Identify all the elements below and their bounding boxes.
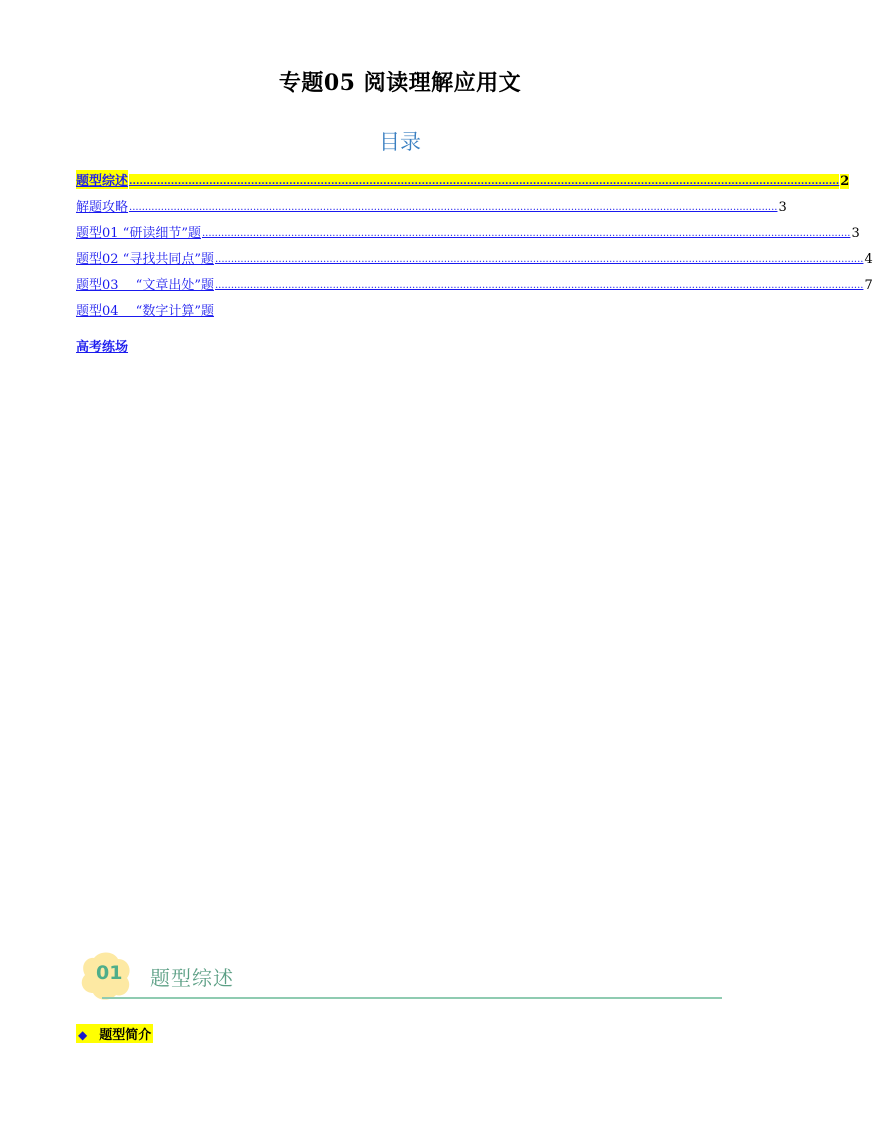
toc-item-label[interactable]: 题型综述: [76, 170, 128, 189]
toc-item-type01[interactable]: [76, 215, 860, 241]
toc-leader-dots: ............................................................................................................................................................................................................: [129, 176, 840, 187]
table-of-contents: [76, 163, 873, 319]
toc-item-type03[interactable]: [76, 267, 873, 293]
subsection-heading: [76, 1024, 153, 1043]
toc-item-label[interactable]: 题型03 “文章出处”题: [76, 278, 214, 293]
toc-item-type04[interactable]: [76, 293, 631, 319]
toc-item-label[interactable]: 题型04 “数字计算”题: [76, 304, 214, 319]
toc-leader-dots: ............................................................................................................................................................................................................: [214, 254, 864, 265]
section-number: 01: [96, 962, 123, 984]
toc-item-label[interactable]: 题型01 “研读细节”题: [76, 226, 201, 241]
toc-leader-dots: ............................................................................................................................................................................................................: [201, 228, 851, 239]
diamond-icon: ◆: [78, 1028, 88, 1042]
toc-item-page: 4: [864, 252, 873, 267]
toc-item-page: 3: [778, 200, 787, 215]
toc-item-page: 7: [864, 278, 873, 293]
toc-item-practice[interactable]: 高考练场: [76, 340, 129, 355]
section-title: 题型综述: [150, 966, 234, 990]
toc-leader-dots: ............................................................................................................................................................................................................: [214, 280, 864, 291]
document-title: 专题05 阅读理解应用文: [278, 70, 522, 96]
section-banner: [80, 950, 722, 1002]
toc-item-page: 2: [840, 174, 850, 189]
toc-item-overview[interactable]: [76, 163, 850, 189]
toc-item-page: 3: [851, 226, 860, 241]
toc-item-label[interactable]: 题型02 “寻找共同点”题: [76, 252, 214, 267]
toc-item-strategy[interactable]: [76, 189, 787, 215]
toc-item-type02[interactable]: [76, 241, 873, 267]
toc-item-label[interactable]: 解题攻略: [76, 200, 129, 215]
banner-divider: [102, 997, 722, 999]
subsection-label: 题型简介: [99, 1028, 152, 1043]
toc-leader-dots: ............................................................................................................................................................................................................: [129, 202, 778, 213]
toc-heading: 目录: [379, 130, 421, 154]
